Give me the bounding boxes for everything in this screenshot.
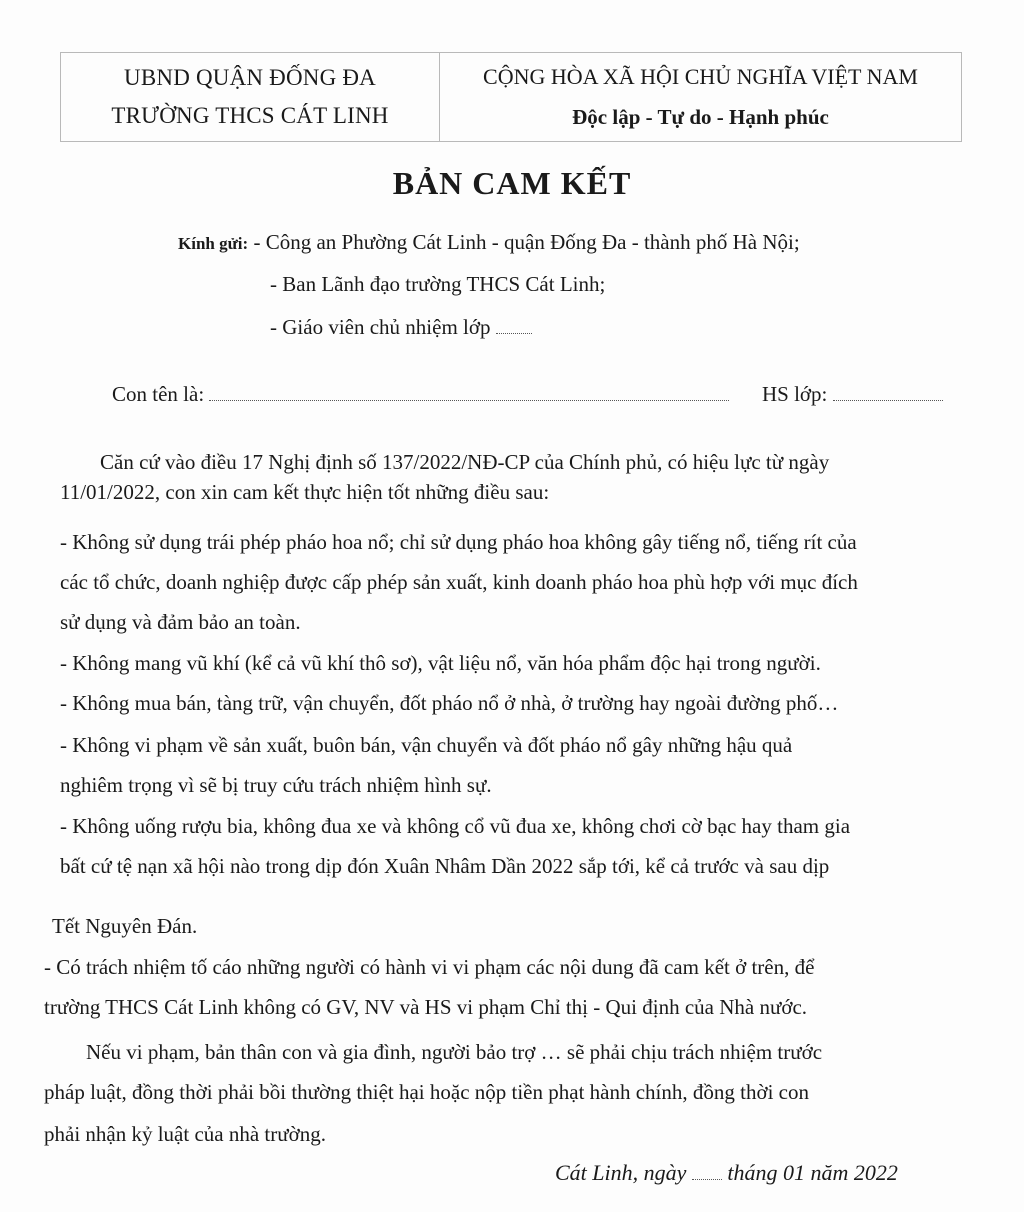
day-blank — [692, 1178, 722, 1180]
commitment-6-line-1: - Có trách nhiệm tố cáo những người có hành vi vi phạm các nội dung đã cam kết ở trên, để — [44, 955, 815, 979]
commitment-1-line-3: sử dụng và đảm bảo an toàn. — [60, 610, 301, 634]
intro-line-1: Căn cứ vào điều 17 Nghị định số 137/2022/NĐ-CP của Chính phủ, có hiệu lực từ ngày — [100, 450, 830, 474]
authority-line-school: TRƯỜNG THCS CÁT LINH — [111, 103, 389, 128]
national-motto — [440, 53, 961, 141]
issuing-authority — [61, 53, 440, 141]
closing-line-2: pháp luật, đồng thời phải bồi thường thiệt hại hoặc nộp tiền phạt hành chính, đồng thời con — [44, 1080, 809, 1104]
commitment-4-line-2: nghiêm trọng vì sẽ bị truy cứu trách nhiệm hình sự. — [60, 773, 492, 797]
commitment-1-line-1: - Không sử dụng trái phép pháo hoa nổ; chỉ sử dụng pháo hoa không gây tiếng nổ, tiếng rít của — [60, 530, 857, 554]
motto-text: Độc lập - Tự do - Hạnh phúc — [572, 105, 829, 129]
commitment-2: - Không mang vũ khí (kể cả vũ khí thô sơ), vật liệu nổ, văn hóa phẩm độc hại trong người. — [60, 651, 821, 675]
student-name-label: Con tên là: — [112, 382, 205, 406]
student-class-row — [762, 382, 943, 407]
closing-line-1: Nếu vi phạm, bản thân con và gia đình, người bảo trợ … sẽ phải chịu trách nhiệm trước — [86, 1040, 823, 1064]
document-title: BẢN CAM KẾT — [392, 165, 632, 201]
commitment-5-line-1: - Không uống rượu bia, không đua xe và không cổ vũ đua xe, không chơi cờ bạc hay tham gia — [60, 814, 851, 838]
recipient-label: Kính gửi: — [178, 234, 249, 253]
class-blank — [496, 332, 532, 334]
intro-line-2: 11/01/2022, con xin cam kết thực hiện tốt những điều sau: — [60, 480, 550, 504]
student-class-label: HS lớp: — [762, 382, 828, 406]
closing-line-3: phải nhận kỷ luật của nhà trường. — [44, 1122, 326, 1146]
student-class-blank — [833, 399, 943, 401]
place-and-date — [555, 1160, 898, 1186]
document-header — [60, 52, 962, 142]
country-name: CỘNG HÒA XÃ HỘI CHỦ NGHĨA VIỆT NAM — [483, 64, 918, 89]
commitment-6-line-2: trường THCS Cát Linh không có GV, NV và HS vi phạm Chỉ thị - Qui định của Nhà nước. — [44, 995, 808, 1019]
recipient-line-1 — [178, 230, 800, 255]
recipient-line-2: - Ban Lãnh đạo trường THCS Cát Linh; — [270, 272, 606, 296]
commitment-4-line-1: - Không vi phạm về sản xuất, buôn bán, vận chuyển và đốt pháo nổ gây những hậu quả — [60, 733, 793, 757]
recipient-line-3 — [270, 315, 532, 340]
commitment-5-line-3: Tết Nguyên Đán. — [52, 914, 198, 938]
recipient-police: - Công an Phường Cát Linh - quận Đống Đa - thành phố Hà Nội; — [253, 230, 800, 254]
commitment-3: - Không mua bán, tàng trữ, vận chuyển, đốt pháo nổ ở nhà, ở trường hay ngoài đường phố… — [60, 691, 839, 715]
authority-line-district: UBND QUẬN ĐỐNG ĐA — [124, 65, 376, 90]
student-name-row — [112, 382, 729, 407]
commitment-1-line-2: các tổ chức, doanh nghiệp được cấp phép sản xuất, kinh doanh pháo hoa phù hợp với mục đích — [60, 570, 858, 594]
commitment-5-line-2: bất cứ tệ nạn xã hội nào trong dịp đón Xuân Nhâm Dần 2022 sắp tới, kể cả trước và sau dịp — [60, 854, 830, 878]
student-name-blank — [209, 399, 729, 401]
recipient-teacher: - Giáo viên chủ nhiệm lớp — [270, 315, 491, 339]
place-date-suffix: tháng 01 năm 2022 — [727, 1160, 898, 1185]
place-date-prefix: Cát Linh, ngày — [555, 1160, 687, 1185]
